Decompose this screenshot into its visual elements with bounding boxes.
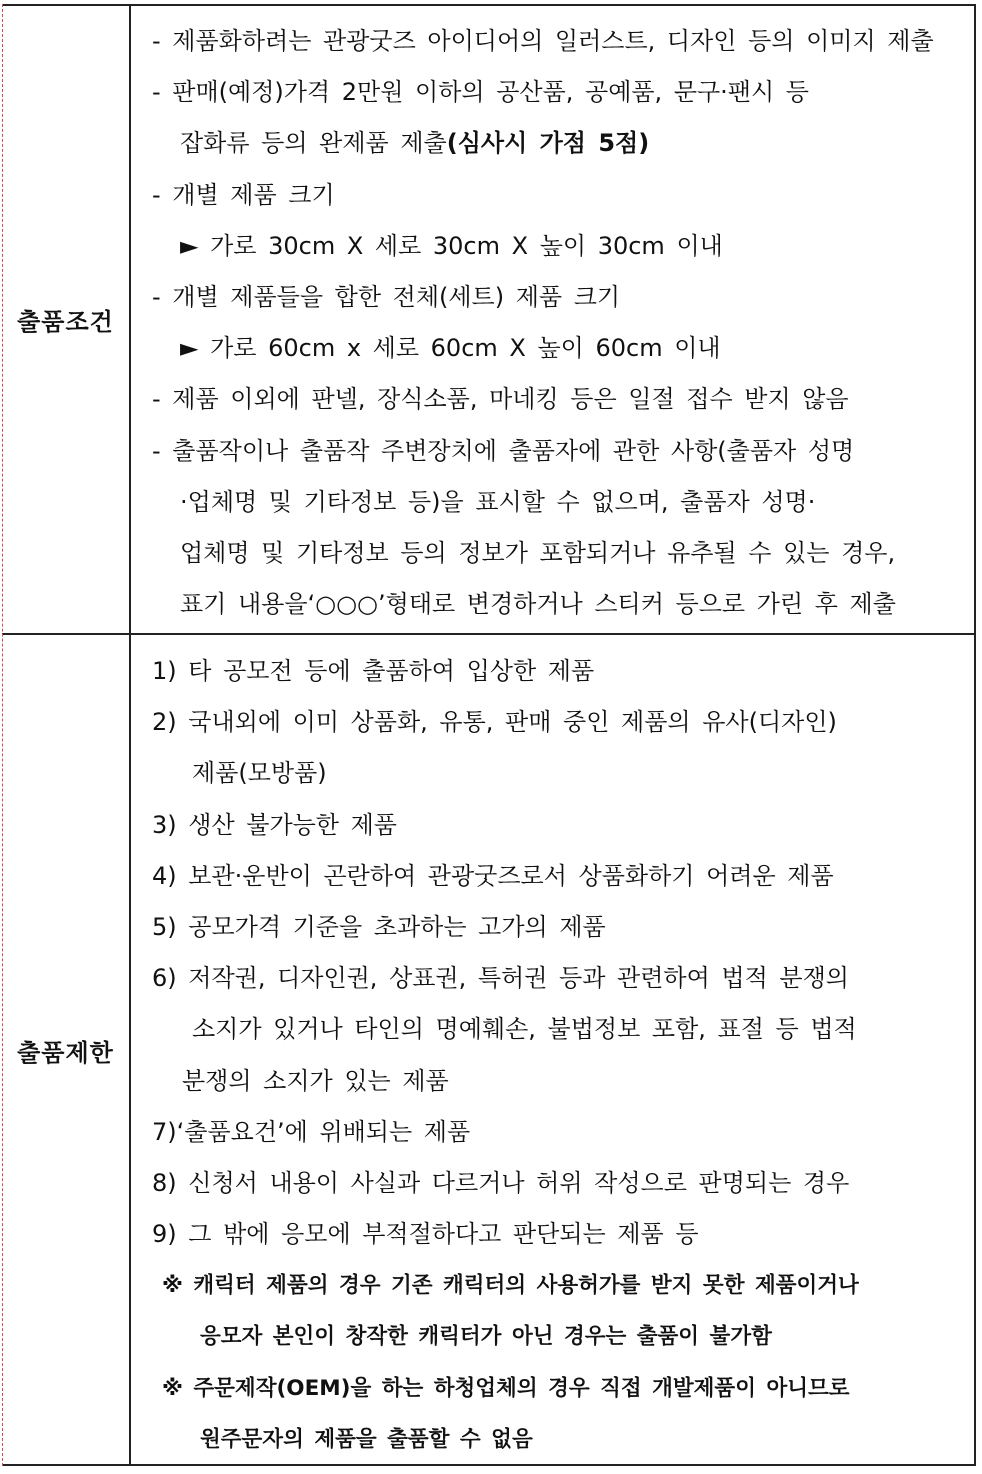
condition-line: - 판매(예정)가격 2만원 이하의 공산품, 공예품, 문구·팬시 등 <box>152 78 809 107</box>
condition-line: ► 가로 30cm X 세로 30cm X 높이 30cm 이내 <box>180 231 723 260</box>
condition-line: - 제품 이외에 판넬, 장식소품, 마네킹 등은 일절 접수 받지 않음 <box>152 385 849 414</box>
restriction-line: 3) 생산 불가능한 제품 <box>152 810 397 839</box>
restriction-line: 소지가 있거나 타인의 명예훼손, 불법정보 포함, 표절 등 법적 <box>192 1015 857 1044</box>
restrictions-label: 출품제한 <box>17 1038 114 1067</box>
conditions-content <box>152 16 966 630</box>
note-line: ※ 주문제작(OEM)을 하는 하청업체의 경우 직접 개발제품이 아니므로 <box>162 1375 850 1401</box>
restriction-line: 4) 보관·운반이 곤란하여 관광굿즈로서 상품화하기 어려운 제품 <box>152 861 834 890</box>
conditions-label: 출품조건 <box>17 307 114 336</box>
note-line: ※ 캐릭터 제품의 경우 기존 캐릭터의 사용허가를 받지 못한 제품이거나 <box>162 1273 859 1299</box>
restriction-line: 5) 공모가격 기준을 초과하는 고가의 제품 <box>152 912 606 941</box>
restrictions-row <box>2 634 976 1466</box>
condition-line: ·업체명 및 기타정보 등)을 표시할 수 없으며, 출품자 성명· <box>180 487 816 516</box>
restrictions-content <box>152 646 966 1465</box>
table-border-top <box>2 4 976 6</box>
condition-line: ► 가로 60cm x 세로 60cm X 높이 60cm 이내 <box>180 334 721 363</box>
entry-rules-table <box>2 4 976 1466</box>
conditions-row <box>2 4 976 634</box>
condition-line: - 출품작이나 출품작 주변장치에 출품자에 관한 사항(출품자 성명 <box>152 436 855 465</box>
note-line: 응모자 본인이 창작한 캐릭터가 아닌 경우는 출품이 불가함 <box>200 1324 772 1350</box>
table-border-bottom <box>2 1464 976 1466</box>
note-line: 원주문자의 제품을 출품할 수 없음 <box>200 1426 533 1452</box>
table-column-divider <box>129 4 131 1466</box>
condition-line: - 개별 제품들을 합한 전체(세트) 제품 크기 <box>152 282 621 311</box>
condition-line: - 개별 제품 크기 <box>152 180 335 209</box>
restriction-line: 7)‘출품요건’에 위배되는 제품 <box>152 1117 471 1146</box>
restriction-line: 1) 타 공모전 등에 출품하여 입상한 제품 <box>152 657 595 685</box>
restriction-line: 2) 국내외에 이미 상품화, 유통, 판매 중인 제품의 유사(디자인) <box>152 708 837 737</box>
condition-text: 잡화류 등의 완제품 제출 <box>180 129 447 158</box>
condition-line: 표기 내용을‘○○○’형태로 변경하거나 스티커 등으로 가린 후 제출 <box>180 590 896 619</box>
condition-line <box>152 118 966 169</box>
table-border-right <box>974 4 976 1466</box>
table-row-divider <box>2 633 976 635</box>
restriction-line: 6) 저작권, 디자인권, 상표권, 특허권 등과 관련하여 법적 분쟁의 <box>152 964 849 993</box>
restriction-line: 분쟁의 소지가 있는 제품 <box>182 1066 449 1095</box>
restriction-line: 8) 신청서 내용이 사실과 다르거나 허위 작성으로 판명되는 경우 <box>152 1168 850 1197</box>
restriction-line: 제품(모방품) <box>192 759 327 788</box>
bonus-points-text: (심사시 가점 5점) <box>446 129 650 158</box>
condition-line: - 제품화하려는 관광굿즈 아이디어의 일러스트, 디자인 등의 이미지 제출 <box>152 27 934 55</box>
table-border-left <box>2 4 3 1466</box>
restriction-line: 9) 그 밖에 응모에 부적절하다고 판단되는 제품 등 <box>152 1220 699 1249</box>
condition-line: 업체명 및 기타정보 등의 정보가 포함되거나 유추될 수 있는 경우, <box>180 538 896 567</box>
